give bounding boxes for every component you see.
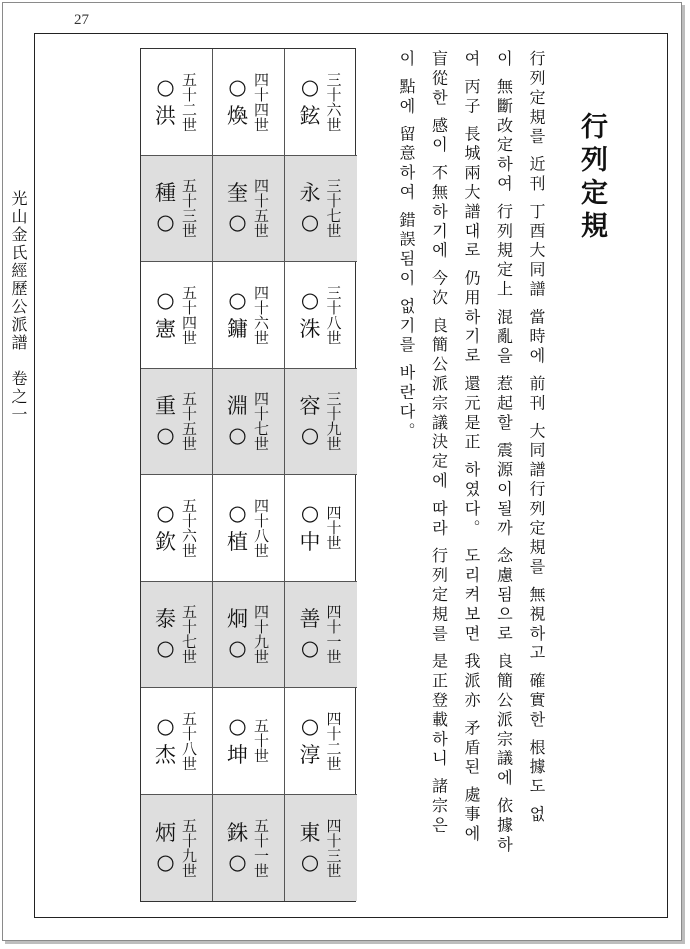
generation-name: 容 (299, 394, 321, 419)
body-line: 이 點에 留意하여 錯誤됨이 없기를 바란다。 (397, 50, 416, 442)
name-column (300, 392, 321, 450)
placeholder-circle: ○ (156, 500, 175, 525)
generation-name: 鉉 (299, 103, 321, 128)
generation-name: 鏞 (227, 316, 248, 341)
generation-name: 永 (299, 181, 321, 206)
generation-label: 三十六世 (324, 71, 343, 132)
placeholder-circle: ○ (300, 500, 320, 525)
generation-name: 東 (299, 820, 321, 845)
generation-cell (213, 688, 285, 795)
placeholder-circle: ○ (300, 636, 320, 661)
name-column (227, 286, 248, 344)
generation-cell (141, 475, 213, 582)
generation-label: 四十世 (324, 505, 343, 551)
generation-name: 種 (155, 181, 176, 206)
generation-cell (141, 688, 213, 795)
generation-cell (213, 156, 285, 263)
name-column (227, 712, 248, 770)
name-column (227, 819, 248, 877)
name-column (155, 392, 176, 450)
generation-name: 淵 (227, 394, 248, 419)
generation-label: 五十三世 (180, 178, 198, 239)
generation-name: 中 (299, 529, 321, 554)
generation-name: 銖 (227, 820, 248, 845)
placeholder-circle: ○ (228, 713, 247, 738)
section-title: 行列定規 (576, 112, 607, 244)
generation-cell (285, 688, 357, 795)
generation-label: 五十六世 (180, 497, 198, 558)
generation-cell (285, 262, 357, 369)
name-column (300, 819, 321, 877)
name-column (155, 73, 176, 131)
generation-label: 四十九世 (252, 604, 270, 665)
generation-name: 欽 (155, 529, 176, 554)
name-column (155, 605, 176, 663)
generation-name: 泰 (155, 607, 176, 632)
generation-name: 炳 (155, 820, 176, 845)
body-line: 盲從한 感이 不無하기에 今次 良簡公派宗議決定에 따라 行列定規를 是正登載하니 諸宗은 (429, 50, 449, 836)
name-column (300, 286, 321, 344)
generation-label: 五十七世 (180, 604, 198, 665)
generation-table (140, 48, 356, 902)
generation-label: 三十八世 (324, 284, 343, 345)
generation-label: 五十五世 (180, 391, 198, 452)
placeholder-circle: ○ (156, 287, 175, 312)
generation-name: 奎 (227, 181, 248, 206)
generation-label: 四十五世 (252, 178, 270, 239)
generation-cell (285, 369, 357, 476)
placeholder-circle: ○ (156, 636, 175, 661)
generation-cell (141, 582, 213, 689)
generation-cell (213, 369, 285, 476)
name-column (300, 605, 321, 663)
body-text (392, 50, 552, 910)
body-line: 여 丙子 長城兩大譜대로 仍用하기로 還元是正 하였다。 도리켜보면 我派亦 矛盾된 處事에 (462, 50, 481, 845)
generation-name: 杰 (155, 742, 176, 767)
generation-name: 淳 (299, 742, 321, 767)
generation-label: 五十二世 (180, 71, 198, 132)
placeholder-circle: ○ (228, 636, 247, 661)
generation-label: 四十三世 (324, 817, 343, 878)
generation-label: 五十八世 (180, 710, 198, 771)
name-column (155, 179, 176, 237)
name-column (155, 819, 176, 877)
name-column (155, 286, 176, 344)
body-line: 이 無斷改定하여 行列規定上 混亂을 惹起할 震源이될까 念慮됨으로 良簡公派宗議에 依據하 (494, 50, 514, 856)
name-column (300, 499, 321, 557)
generation-name: 坤 (227, 742, 248, 767)
generation-cell (285, 475, 357, 582)
generation-cell (285, 795, 357, 902)
placeholder-circle: ○ (156, 849, 175, 874)
placeholder-circle: ○ (300, 423, 320, 448)
placeholder-circle: ○ (156, 713, 175, 738)
page-number: 27 (74, 12, 89, 28)
generation-name: 善 (299, 607, 321, 632)
placeholder-circle: ○ (228, 849, 247, 874)
generation-label: 四十七世 (252, 391, 270, 452)
placeholder-circle: ○ (300, 210, 320, 235)
generation-cell (213, 262, 285, 369)
generation-cell (213, 475, 285, 582)
generation-cell (141, 49, 213, 156)
generation-label: 五十世 (252, 718, 270, 764)
generation-cell (141, 369, 213, 476)
generation-name: 重 (155, 394, 176, 419)
generation-name: 憲 (155, 316, 176, 341)
generation-label: 四十六世 (252, 284, 270, 345)
name-column (155, 712, 176, 770)
placeholder-circle: ○ (228, 423, 247, 448)
spine-title: 光山金氏經歷公派譜 卷之一 (9, 190, 28, 424)
placeholder-circle: ○ (228, 74, 247, 99)
generation-cell (213, 795, 285, 902)
name-column (300, 712, 321, 770)
generation-cell (141, 262, 213, 369)
name-column (300, 73, 321, 131)
name-column (155, 499, 176, 557)
name-column (227, 499, 248, 557)
name-column (227, 179, 248, 237)
generation-cell (285, 156, 357, 263)
placeholder-circle: ○ (300, 849, 320, 874)
generation-name: 洙 (299, 316, 321, 341)
generation-name: 洪 (155, 103, 176, 128)
placeholder-circle: ○ (156, 423, 175, 448)
generation-cell (285, 582, 357, 689)
placeholder-circle: ○ (228, 210, 247, 235)
generation-cell (213, 49, 285, 156)
generation-name: 植 (227, 529, 248, 554)
generation-label: 三十九世 (324, 391, 343, 452)
placeholder-circle: ○ (228, 287, 247, 312)
generation-label: 五十一世 (252, 817, 270, 878)
generation-label: 五十九世 (180, 817, 198, 878)
placeholder-circle: ○ (300, 287, 320, 312)
generation-name: 煥 (227, 103, 248, 128)
name-column (227, 73, 248, 131)
placeholder-circle: ○ (300, 74, 320, 99)
generation-cell (213, 582, 285, 689)
placeholder-circle: ○ (156, 210, 175, 235)
name-column (227, 605, 248, 663)
placeholder-circle: ○ (156, 74, 175, 99)
generation-label: 三十七世 (324, 178, 343, 239)
name-column (300, 179, 321, 237)
body-line: 行列定規를 近刊 丁酉大同譜 當時에 前刊 大同譜行列定規를 無視하고 確實한 根據도 없 (527, 50, 546, 825)
generation-cell (141, 156, 213, 263)
name-column (227, 392, 248, 450)
generation-label: 五十四世 (180, 284, 198, 345)
generation-name: 炯 (227, 607, 248, 632)
generation-cell (141, 795, 213, 902)
placeholder-circle: ○ (228, 500, 247, 525)
generation-label: 四十四世 (252, 71, 270, 132)
generation-label: 四十二世 (324, 710, 343, 771)
generation-label: 四十八世 (252, 497, 270, 558)
placeholder-circle: ○ (300, 713, 320, 738)
generation-cell (285, 49, 357, 156)
generation-label: 四十一世 (324, 604, 343, 665)
